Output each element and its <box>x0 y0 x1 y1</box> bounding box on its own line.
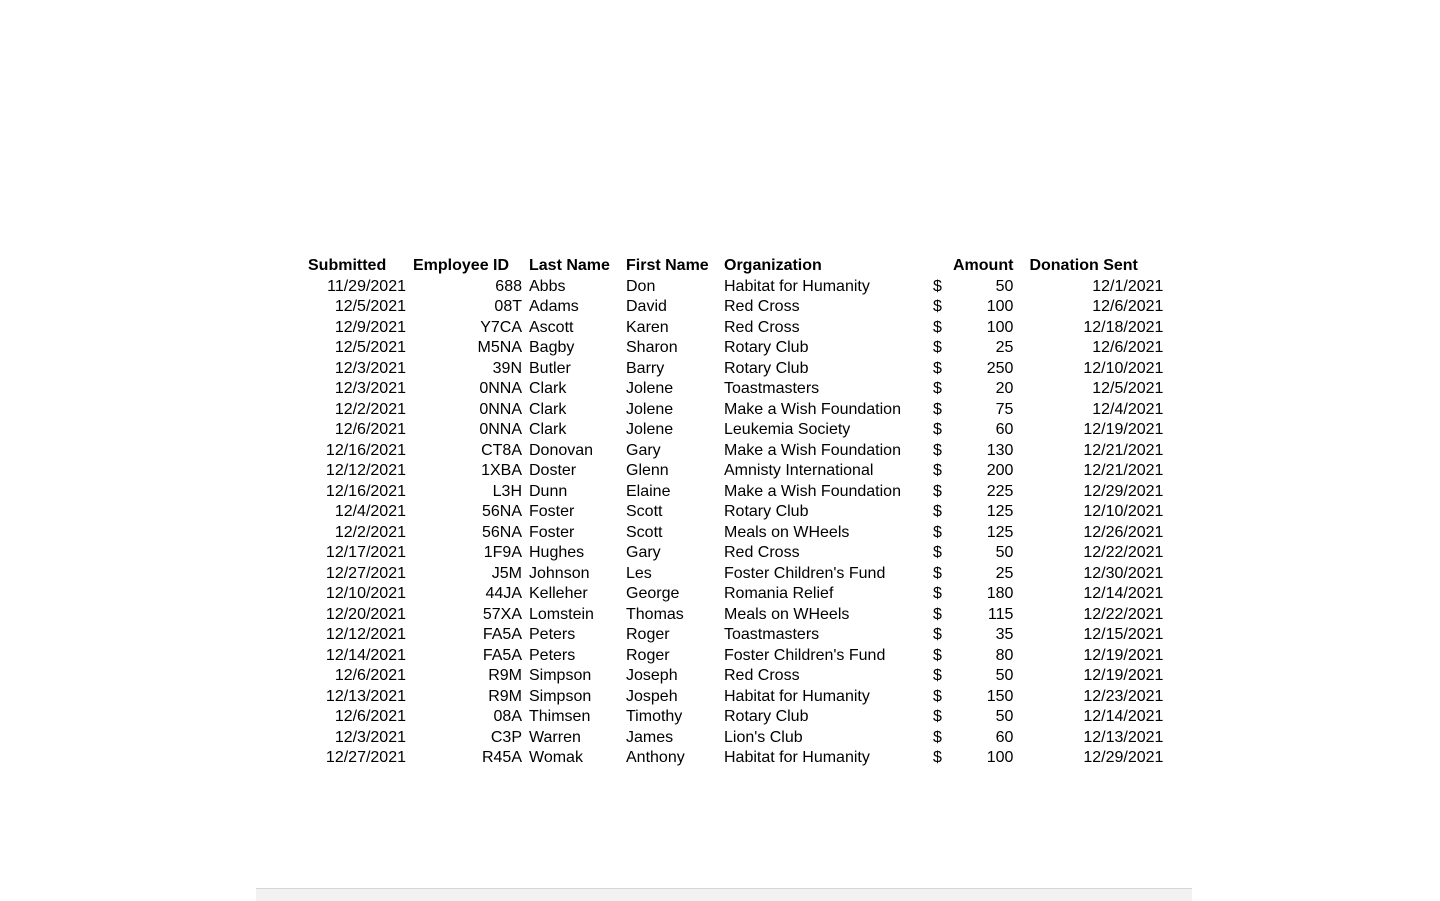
cell-amount: 125 <box>986 503 1014 520</box>
cell-donation-sent: 12/18/2021 <box>1083 318 1164 336</box>
bottom-scroll-area <box>256 888 1192 901</box>
cell-currency: $ <box>933 585 942 602</box>
cell-employee-id: Y7CA <box>480 318 522 336</box>
cell-last-name: Thimsen <box>529 708 591 725</box>
table-row <box>302 707 1163 728</box>
cell-amount: 35 <box>995 626 1014 643</box>
cell-amount: 250 <box>986 359 1014 377</box>
cell-first-name: Scott <box>626 523 663 541</box>
cell-submitted: 12/27/2021 <box>325 749 406 766</box>
table-row <box>302 564 1163 585</box>
cell-amount: 50 <box>995 544 1014 561</box>
cell-donation-sent: 12/14/2021 <box>1083 708 1164 725</box>
cell-donation-sent: 12/29/2021 <box>1083 482 1164 500</box>
table-row <box>302 338 1163 359</box>
cell-currency: $ <box>933 646 942 664</box>
header-row <box>302 256 1163 277</box>
cell-first-name: Jolene <box>626 400 674 418</box>
cell-donation-sent: 12/22/2021 <box>1083 605 1164 623</box>
cell-amount: 200 <box>986 462 1014 479</box>
cell-currency: $ <box>933 482 942 500</box>
cell-employee-id: 39N <box>492 359 522 377</box>
cell-submitted: 12/13/2021 <box>325 687 406 705</box>
cell-submitted: 12/12/2021 <box>325 626 406 643</box>
table-row <box>302 646 1163 667</box>
cell-first-name: Roger <box>626 646 670 664</box>
cell-donation-sent: 12/5/2021 <box>1092 380 1164 397</box>
cell-last-name: Womak <box>529 749 583 766</box>
cell-employee-id: 08A <box>493 708 522 725</box>
header-donation-sent: Donation Sent <box>1029 257 1138 274</box>
cell-amount: 180 <box>986 585 1014 602</box>
cell-submitted: 12/3/2021 <box>334 380 406 397</box>
cell-amount: 115 <box>987 605 1014 623</box>
cell-donation-sent: 12/29/2021 <box>1083 749 1164 766</box>
table-body <box>302 277 1163 769</box>
table-row <box>302 359 1163 380</box>
table-row <box>302 318 1163 339</box>
cell-employee-id: 1F9A <box>483 544 522 561</box>
cell-organization: Foster Children's Fund <box>724 646 886 664</box>
cell-last-name: Bagby <box>529 339 575 356</box>
cell-donation-sent: 12/6/2021 <box>1092 298 1164 315</box>
cell-organization: Rotary Club <box>724 339 809 356</box>
cell-currency: $ <box>933 421 942 438</box>
cell-employee-id: FA5A <box>482 626 522 643</box>
cell-currency: $ <box>933 441 942 459</box>
cell-organization: Red Cross <box>724 318 800 336</box>
cell-currency: $ <box>933 749 942 766</box>
cell-submitted: 12/16/2021 <box>325 441 406 459</box>
cell-amount: 75 <box>995 400 1014 418</box>
cell-first-name: Gary <box>626 441 661 459</box>
cell-organization: Leukemia Society <box>724 421 851 438</box>
cell-employee-id: M5NA <box>477 339 522 356</box>
cell-donation-sent: 12/15/2021 <box>1083 626 1164 643</box>
cell-amount: 50 <box>995 708 1014 725</box>
table-row <box>302 420 1163 441</box>
cell-employee-id: J5M <box>491 564 522 582</box>
cell-employee-id: FA5A <box>482 646 522 664</box>
cell-employee-id: R45A <box>481 749 522 766</box>
cell-employee-id: 688 <box>495 277 522 295</box>
cell-amount: 150 <box>986 687 1014 705</box>
cell-last-name: Abbs <box>529 277 566 295</box>
cell-currency: $ <box>933 687 942 705</box>
cell-submitted: 12/2/2021 <box>334 400 406 418</box>
table-row <box>302 502 1163 523</box>
cell-employee-id: 56NA <box>481 503 522 520</box>
cell-last-name: Clark <box>529 421 567 438</box>
cell-employee-id: CT8A <box>481 441 522 459</box>
cell-first-name: Anthony <box>626 749 685 766</box>
cell-organization: Amnisty International <box>724 462 874 479</box>
cell-first-name: Glenn <box>626 462 669 479</box>
cell-first-name: Don <box>626 277 656 295</box>
cell-amount: 25 <box>995 564 1014 582</box>
table-row <box>302 400 1163 421</box>
cell-currency: $ <box>933 728 942 746</box>
cell-last-name: Warren <box>529 728 581 746</box>
cell-organization: Habitat for Humanity <box>724 687 870 705</box>
cell-last-name: Foster <box>529 523 575 541</box>
cell-organization: Make a Wish Foundation <box>724 400 901 418</box>
table-row <box>302 523 1163 544</box>
cell-organization: Toastmasters <box>724 380 820 397</box>
cell-currency: $ <box>933 667 942 684</box>
cell-first-name: Jolene <box>626 421 674 438</box>
cell-employee-id: 0NNA <box>479 421 522 438</box>
cell-last-name: Butler <box>529 359 571 377</box>
cell-first-name: Elaine <box>626 482 671 500</box>
header-last-name: Last Name <box>529 257 610 274</box>
cell-last-name: Lomstein <box>529 605 594 623</box>
cell-employee-id: R9M <box>488 687 522 705</box>
cell-submitted: 12/6/2021 <box>334 708 406 725</box>
cell-amount: 125 <box>986 523 1014 541</box>
cell-organization: Romania Relief <box>724 585 834 602</box>
cell-last-name: Kelleher <box>529 585 588 602</box>
donations-table <box>302 256 1163 769</box>
cell-organization: Red Cross <box>724 667 800 684</box>
cell-last-name: Johnson <box>529 564 590 582</box>
cell-first-name: Jospeh <box>626 687 678 705</box>
cell-last-name: Donovan <box>529 441 594 459</box>
cell-amount: 100 <box>986 749 1014 766</box>
cell-last-name: Hughes <box>529 544 585 561</box>
table-row <box>302 605 1163 626</box>
header-organization: Organization <box>724 257 822 274</box>
cell-first-name: Scott <box>626 503 663 520</box>
cell-currency: $ <box>933 544 942 561</box>
cell-amount: 225 <box>986 482 1014 500</box>
header-submitted: Submitted <box>308 257 387 274</box>
cell-organization: Habitat for Humanity <box>724 277 870 295</box>
cell-last-name: Clark <box>529 380 567 397</box>
table-row <box>302 687 1163 708</box>
cell-currency: $ <box>933 605 942 623</box>
cell-donation-sent: 12/21/2021 <box>1083 462 1164 479</box>
cell-donation-sent: 12/19/2021 <box>1083 646 1164 664</box>
cell-employee-id: 57XA <box>482 605 522 623</box>
cell-submitted: 12/3/2021 <box>334 728 406 746</box>
cell-first-name: Karen <box>626 318 669 336</box>
cell-currency: $ <box>933 359 942 377</box>
cell-amount: 20 <box>995 380 1014 397</box>
cell-last-name: Peters <box>529 626 576 643</box>
table-row <box>302 297 1163 318</box>
cell-first-name: Jolene <box>626 380 674 397</box>
table-row <box>302 482 1163 503</box>
cell-donation-sent: 12/6/2021 <box>1092 339 1164 356</box>
cell-currency: $ <box>933 400 942 418</box>
cell-last-name: Clark <box>529 400 567 418</box>
cell-currency: $ <box>933 503 942 520</box>
cell-submitted: 11/29/2021 <box>327 277 406 295</box>
cell-donation-sent: 12/23/2021 <box>1083 687 1164 705</box>
cell-organization: Meals on WHeels <box>724 523 850 541</box>
table-row <box>302 379 1163 400</box>
cell-currency: $ <box>933 462 942 479</box>
cell-submitted: 12/5/2021 <box>334 298 406 315</box>
cell-employee-id: 44JA <box>485 585 522 602</box>
cell-currency: $ <box>933 708 942 725</box>
cell-first-name: Sharon <box>626 339 678 356</box>
cell-organization: Rotary Club <box>724 708 809 725</box>
cell-amount: 130 <box>986 441 1014 459</box>
cell-submitted: 12/4/2021 <box>334 503 406 520</box>
cell-organization: Meals on WHeels <box>724 605 850 623</box>
cell-last-name: Adams <box>529 298 579 315</box>
cell-employee-id: R9M <box>488 667 522 684</box>
cell-submitted: 12/6/2021 <box>334 667 406 684</box>
cell-submitted: 12/2/2021 <box>334 523 406 541</box>
cell-first-name: Gary <box>626 544 661 561</box>
cell-employee-id: C3P <box>490 728 522 746</box>
cell-organization: Lion's Club <box>724 728 803 746</box>
cell-amount: 50 <box>995 277 1014 295</box>
cell-first-name: Joseph <box>626 667 678 684</box>
cell-organization: Make a Wish Foundation <box>724 482 901 500</box>
cell-first-name: David <box>626 298 667 315</box>
cell-employee-id: 08T <box>494 298 522 315</box>
cell-donation-sent: 12/13/2021 <box>1083 728 1164 746</box>
table-row <box>302 728 1163 749</box>
header-currency <box>933 256 953 277</box>
table-row <box>302 543 1163 564</box>
cell-submitted: 12/17/2021 <box>325 544 406 561</box>
header-employee-id: Employee ID <box>413 257 510 274</box>
cell-submitted: 12/9/2021 <box>334 318 406 336</box>
cell-submitted: 12/12/2021 <box>325 462 406 479</box>
cell-amount: 25 <box>995 339 1014 356</box>
cell-employee-id: 0NNA <box>479 400 522 418</box>
cell-employee-id: L3H <box>492 482 522 500</box>
cell-amount: 60 <box>995 421 1014 438</box>
cell-donation-sent: 12/1/2021 <box>1092 277 1164 295</box>
cell-organization: Red Cross <box>724 298 800 315</box>
cell-donation-sent: 12/30/2021 <box>1083 564 1164 582</box>
cell-organization: Rotary Club <box>724 503 809 520</box>
cell-submitted: 12/6/2021 <box>334 421 406 438</box>
cell-submitted: 12/20/2021 <box>325 605 406 623</box>
header-first-name: First Name <box>626 257 709 274</box>
cell-donation-sent: 12/14/2021 <box>1083 585 1164 602</box>
table-row <box>302 625 1163 646</box>
cell-submitted: 12/3/2021 <box>334 359 406 377</box>
cell-currency: $ <box>933 339 942 356</box>
cell-first-name: Les <box>626 564 652 582</box>
table-row <box>302 748 1163 769</box>
table-row <box>302 666 1163 687</box>
cell-donation-sent: 12/10/2021 <box>1083 503 1164 520</box>
cell-donation-sent: 12/26/2021 <box>1083 523 1164 541</box>
cell-last-name: Doster <box>529 462 577 479</box>
cell-amount: 80 <box>995 646 1014 664</box>
cell-last-name: Peters <box>529 646 576 664</box>
cell-currency: $ <box>933 564 942 582</box>
cell-first-name: George <box>626 585 680 602</box>
cell-first-name: James <box>626 728 674 746</box>
cell-amount: 100 <box>986 318 1014 336</box>
cell-donation-sent: 12/22/2021 <box>1083 544 1164 561</box>
cell-employee-id: 0NNA <box>479 380 522 397</box>
cell-organization: Make a Wish Foundation <box>724 441 901 459</box>
cell-donation-sent: 12/19/2021 <box>1083 421 1164 438</box>
cell-organization: Red Cross <box>724 544 800 561</box>
cell-submitted: 12/16/2021 <box>325 482 406 500</box>
cell-donation-sent: 12/10/2021 <box>1083 359 1164 377</box>
table-row <box>302 277 1163 298</box>
cell-last-name: Dunn <box>529 482 568 500</box>
cell-amount: 100 <box>986 298 1014 315</box>
cell-last-name: Simpson <box>529 687 592 705</box>
cell-first-name: Thomas <box>626 605 684 623</box>
cell-last-name: Foster <box>529 503 575 520</box>
cell-employee-id: 56NA <box>481 523 522 541</box>
cell-submitted: 12/10/2021 <box>325 585 406 602</box>
cell-last-name: Simpson <box>529 667 592 684</box>
cell-submitted: 12/14/2021 <box>325 646 406 664</box>
cell-currency: $ <box>933 523 942 541</box>
cell-submitted: 12/27/2021 <box>325 564 406 582</box>
cell-first-name: Roger <box>626 626 670 643</box>
cell-currency: $ <box>933 277 942 295</box>
table-row <box>302 584 1163 605</box>
cell-donation-sent: 12/19/2021 <box>1083 667 1164 684</box>
cell-donation-sent: 12/21/2021 <box>1083 441 1164 459</box>
cell-organization: Toastmasters <box>724 626 820 643</box>
cell-organization: Rotary Club <box>724 359 809 377</box>
cell-submitted: 12/5/2021 <box>334 339 406 356</box>
cell-organization: Foster Children's Fund <box>724 564 886 582</box>
cell-organization: Habitat for Humanity <box>724 749 870 766</box>
cell-last-name: Ascott <box>529 318 574 336</box>
header-amount: Amount <box>953 257 1014 274</box>
cell-currency: $ <box>933 380 942 397</box>
cell-amount: 60 <box>995 728 1014 746</box>
table-row <box>302 441 1163 462</box>
cell-amount: 50 <box>995 667 1014 684</box>
cell-currency: $ <box>933 626 942 643</box>
cell-first-name: Barry <box>626 359 665 377</box>
cell-first-name: Timothy <box>626 708 683 725</box>
cell-currency: $ <box>933 318 942 336</box>
cell-employee-id: 1XBA <box>481 462 522 479</box>
table-row <box>302 461 1163 482</box>
cell-currency: $ <box>933 298 942 315</box>
cell-donation-sent: 12/4/2021 <box>1092 400 1164 418</box>
